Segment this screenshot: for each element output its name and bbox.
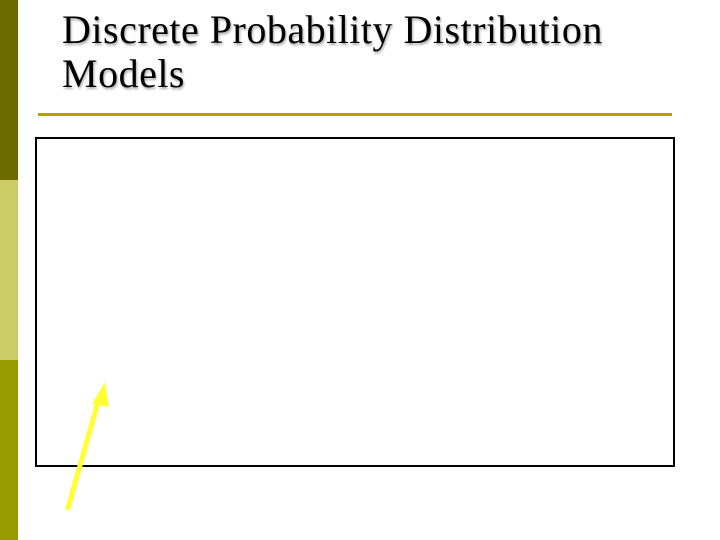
slide-title-line-2: Models xyxy=(62,51,185,96)
slide-title-line-1: Discrete Probability Distribution xyxy=(62,7,603,52)
sidebar-band-middle xyxy=(0,180,18,360)
slide-title xyxy=(62,8,603,96)
title-divider xyxy=(38,113,672,116)
sidebar-band-bottom xyxy=(0,360,18,540)
sidebar-band-top xyxy=(0,0,18,180)
content-frame xyxy=(35,137,675,467)
